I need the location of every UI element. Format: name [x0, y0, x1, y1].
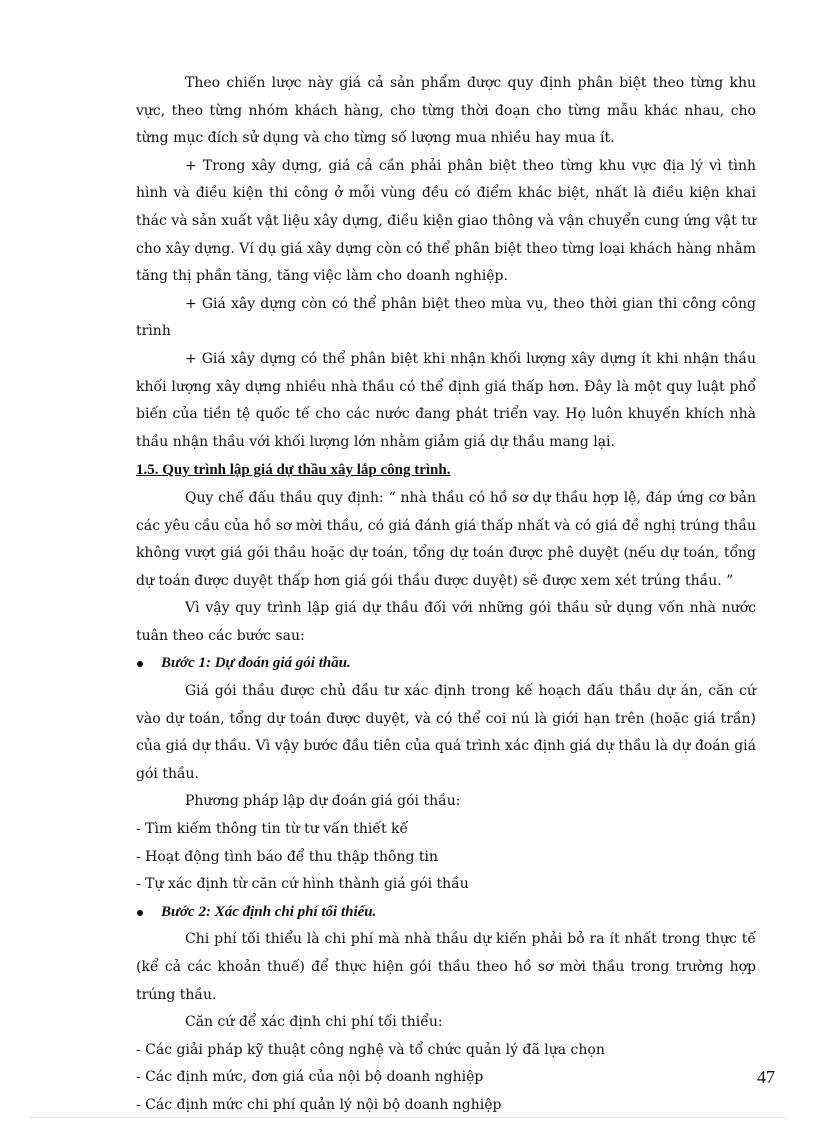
list-item: - Hoạt động tình báo để thu thập thông tin: [136, 848, 438, 865]
list-item: - Tự xác định từ căn cứ hình thành giá gói thầu: [136, 876, 469, 893]
list-item: - Các giải pháp kỹ thuật công nghệ và tổ chức quản lý đã lựa chọn: [136, 1041, 605, 1058]
step-1-title: Bước 1: Dự đoán giá gói thầu.: [161, 655, 351, 672]
page-content: [136, 70, 756, 1120]
paragraph: Theo chiến lược này giá cả sản phẩm được quy định phân biệt theo từng khu vực, theo từng nhóm khách hàng, cho từng thời đoạn cho từng mẫu khác nhau, cho từng mục đích sử dụng và cho từng số lượng mua nhiều hay mua ít.: [136, 75, 756, 147]
list-item: - Các định mức, đơn giá của nội bộ doanh nghiệp: [136, 1069, 484, 1086]
paragraph: Vì vậy quy trình lập giá dự thầu đối với những gói thầu sử dụng vốn nhà nước tuân theo các bước sau:: [136, 600, 756, 644]
paragraph: Căn cứ để xác định chi phí tối thiểu:: [185, 1014, 443, 1031]
paragraph: Chi phí tối thiểu là chi phí mà nhà thầu dự kiến phải bỏ ra ít nhất trong thực tế (kể cả các khoản thuế) để thực hiện gói thầu theo hồ sơ mời thầu trong trường hợp trúng thầu.: [136, 931, 756, 1003]
paragraph: Giá gói thầu được chủ đầu tư xác định trong kế hoạch đấu thầu dự án, căn cứ vào dự toán, tổng dự toán được duyệt, và có thể coi nú là giới hạn trên (hoặc giá trần) của giá dự thầu. Vì vậy bước đầu tiên của quá trình xác định giá dự thầu là dự đoán giá gói thầu.: [136, 683, 756, 782]
step-2-title: Bước 2: Xác định chi phí tối thiểu.: [161, 903, 377, 920]
paragraph: + Giá xây dựng còn có thể phân biệt theo mùa vụ, theo thời gian thi công công trình: [136, 295, 756, 340]
step-2-heading: [136, 899, 756, 927]
page-footer-divider: [30, 1117, 786, 1118]
paragraph: + Trong xây dựng, giá cả cần phải phân biệt theo từng khu vực địa lý vì tình hình và điều kiện thi công ở mỗi vùng đều có điểm khác biệt, nhất là điều kiện khai thác và sản xuất vật liệu xây dựng, điều kiện giao thông và vận chuyển cung ứng vật tư cho xây dựng. Ví dụ giá xây dựng còn có thể phân biệt theo từng loại khách hàng nhằm tăng thị phần tăng, tăng việc làm cho doanh nghiệp.: [136, 157, 756, 285]
bullet-icon: [137, 661, 143, 667]
step-1-heading: [136, 650, 756, 678]
paragraph: Phương pháp lập dự đoán giá gói thầu:: [185, 793, 461, 810]
bullet-icon: [137, 910, 143, 916]
paragraph: Quy chế đấu thầu quy định: “ nhà thầu có hồ sơ dự thầu hợp lệ, đáp ứng cơ bản các yêu cầu của hồ sơ mời thầu, có giá đánh giá thấp nhất và có giá đề nghị trúng thầu không vượt giá gói thầu hoặc dự toán, tổng dự toán được phê duyệt (nếu dự toán, tổng dự toán được duyệt thấp hơn giá gói thầu được duyệt) sẽ được xem xét trúng thầu. ”: [136, 489, 756, 589]
list-item: - Các định mức chi phí quản lý nội bộ doanh nghiệp: [136, 1096, 502, 1113]
page-number: 47: [757, 1067, 775, 1087]
section-heading: 1.5. Quy trình lập giá dự thầu xây lắp công trình.: [136, 462, 451, 479]
list-item: - Tìm kiếm thông tin từ tư vấn thiết kế: [136, 821, 409, 838]
paragraph: + Giá xây dựng có thể phân biệt khi nhận khối lượng xây dựng ít khi nhận thầu khối lượng xây dựng nhiều nhà thầu có thể định giá thấp hơn. Đây là một quy luật phổ biến của tiền tệ quốc tế cho các nước đang phát triển vay. Họ luôn khuyến khích nhà thầu nhận thầu với khối lượng lớn nhằm giảm giá dự thầu mang lại.: [136, 350, 756, 450]
